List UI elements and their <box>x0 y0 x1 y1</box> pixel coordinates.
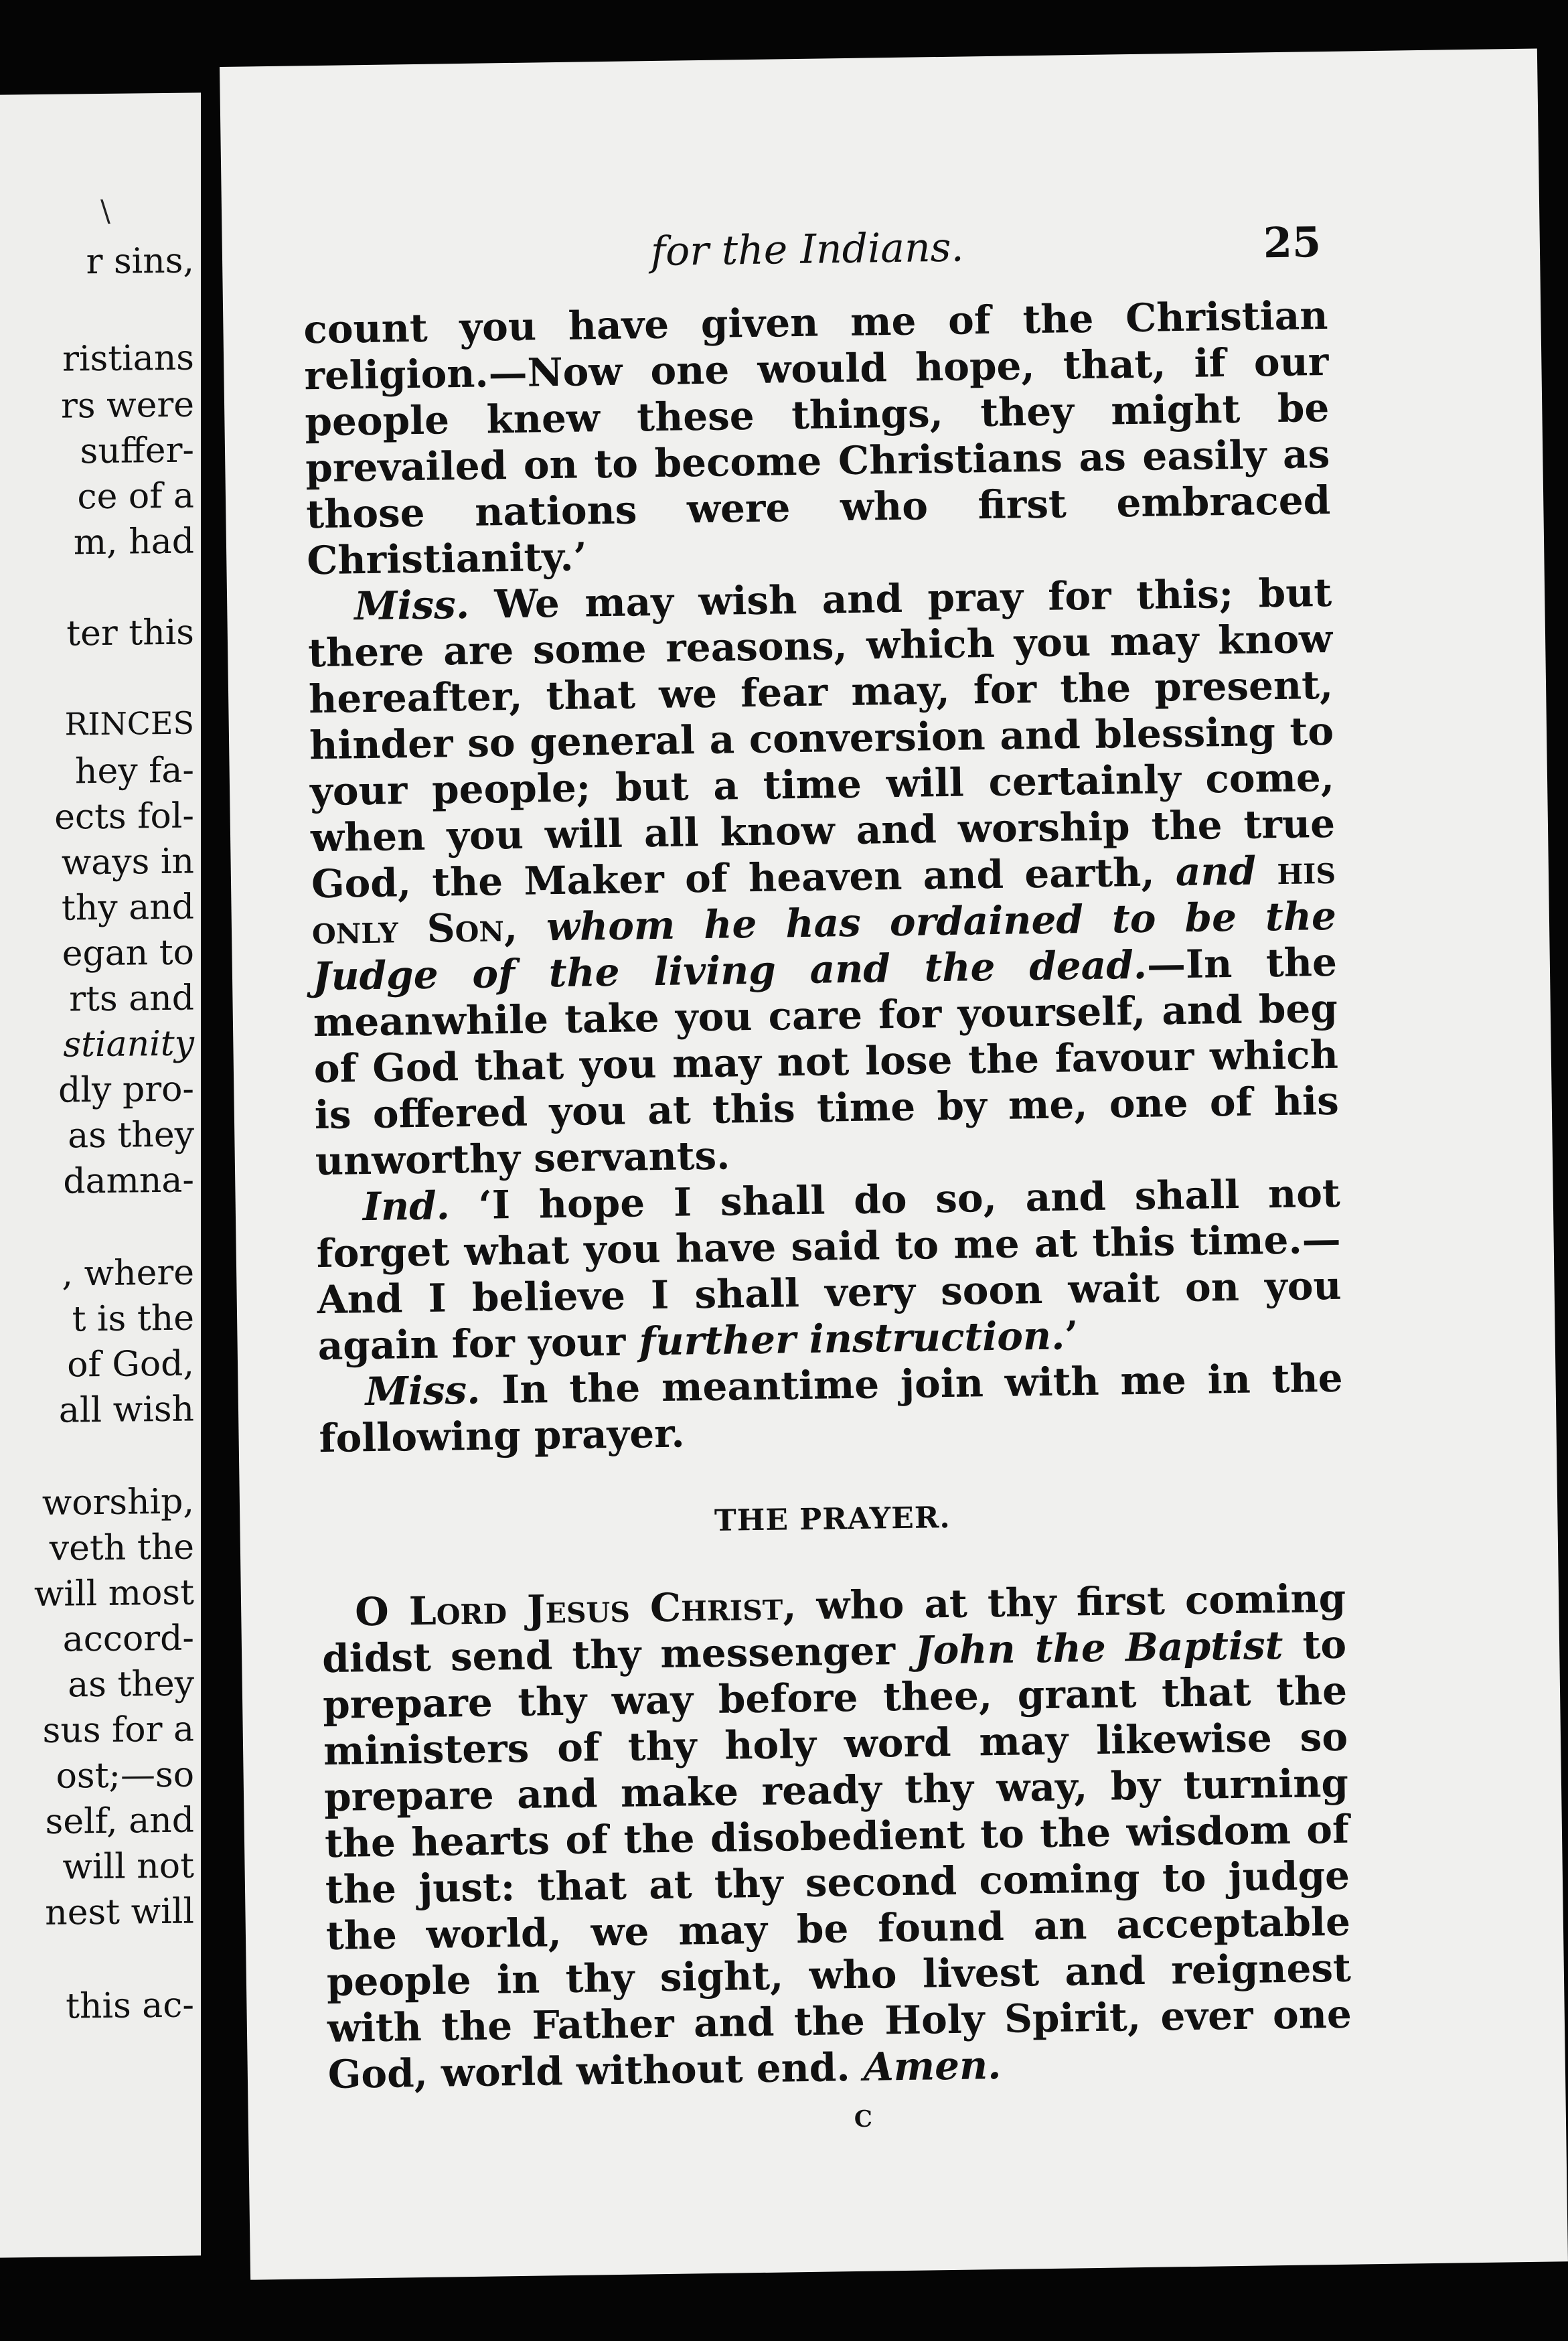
speaker-label: Miss. <box>365 1367 481 1415</box>
left-fragment-line: suffer- <box>80 430 194 472</box>
left-fragment-line: egan to <box>62 932 194 974</box>
left-fragment-line: will most <box>33 1572 194 1615</box>
prayer-opening: O Lord Jesus Christ, <box>354 1583 797 1635</box>
paragraph-3 <box>315 1170 1342 1369</box>
left-fragment-line: , where <box>62 1252 194 1294</box>
signature-mark: c <box>854 2097 873 2135</box>
left-fragment-line: m, had <box>73 521 194 563</box>
left-fragment-line: veth the <box>49 1527 194 1569</box>
left-page-fragment <box>0 92 201 2257</box>
speaker-label: Miss. <box>354 581 470 629</box>
speaker-label: Ind. <box>362 1183 451 1230</box>
left-fragment-line: worship, <box>42 1481 194 1523</box>
left-fragment-line: self, and <box>45 1800 194 1842</box>
left-fragment-line: stianity <box>63 1023 194 1065</box>
left-fragment-line: damna- <box>63 1160 194 1202</box>
left-fragment-line: rs were <box>61 384 194 427</box>
paragraph-4-text: In the meantime join with me in the following prayer. <box>319 1355 1343 1462</box>
left-fragment-line: thy and <box>61 887 194 929</box>
left-fragment-line: dly pro- <box>58 1069 194 1111</box>
left-fragment-line: ects fol- <box>54 796 194 838</box>
left-fragment-line: as they <box>68 1663 194 1706</box>
page-number: 25 <box>1263 218 1322 268</box>
paragraph-2-text-a: We may wish and pray for this; but there are some reasons, which you may know hereafter, that we fear may, for the present, hinder so general a conversion and blessing to your people; but a time will certainly come, when you will all know and worship the true God, the Maker of heaven and earth, <box>307 569 1336 907</box>
left-fragment-line: t is the <box>72 1298 194 1340</box>
left-fragment-line: accord- <box>62 1618 194 1660</box>
left-fragment-line: ce of a <box>77 475 194 518</box>
prayer-italic-a: John the Baptist <box>914 1622 1283 1673</box>
left-fragment-line: ter this <box>66 612 194 654</box>
paragraph-1 <box>303 293 1332 584</box>
body-text <box>303 293 1352 2098</box>
paragraph-2-italic-b: whom he has ordained to be the Judge of the living and the dead. <box>312 893 1337 1000</box>
left-fragment-line: rts and <box>69 978 194 1020</box>
right-page <box>220 49 1568 2280</box>
left-fragment-line: RINCES <box>64 704 194 743</box>
left-fragment-line: this ac- <box>66 1985 194 2027</box>
paragraph-3-close: ’ <box>1064 1312 1079 1359</box>
paragraph-1-text: count you have given me of the Christian religion.—Now one would hope, that, if our people knew these things, they might be prevailed on to become Christians as easily as those nations were who first embraced Christianity.’ <box>303 292 1331 584</box>
left-fragment-line: sus for a <box>42 1709 194 1751</box>
left-fragment-line: ost;—so <box>56 1754 194 1797</box>
prayer-paragraph <box>321 1576 1352 2098</box>
prayer-text-a: who at thy first coming didst send thy messenger <box>321 1575 1346 1682</box>
left-fragment-line: hey fa- <box>75 750 194 792</box>
left-fragment-line: nest will <box>45 1891 194 1933</box>
left-fragment-line: will not <box>62 1845 194 1888</box>
stray-mark-icon: \ <box>100 194 110 228</box>
left-fragment-line: all wish <box>58 1389 194 1431</box>
left-fragment-line: r sins, <box>86 240 194 283</box>
paragraph-3-text: ‘I hope I shall do so, and shall not forget what you have said to me at this time.—And I believe I shall very soon wait on you again for your <box>316 1170 1342 1369</box>
paragraph-2-italic-a: and <box>1175 848 1257 895</box>
running-head: for the Indians. <box>650 224 965 276</box>
left-fragment-line: as they <box>68 1114 194 1156</box>
paragraph-2-text-b: —In the meanwhile take you care for yourself, and beg of God that you may not lose the favour which is offered you at this time by me, one of his unworthy servants. <box>313 939 1340 1185</box>
section-heading: THE PRAYER. <box>714 1500 951 1538</box>
left-fragment-line: ristians <box>62 337 194 380</box>
paragraph-2 <box>307 570 1340 1185</box>
prayer-text-b: to prepare thy way before thee, grant that the ministers of thy holy word may likewise so prepare and make ready thy way, by turning the hearts of the disobedient to the wisdom of the just: that at thy second coming to judge the world, we may be found an acceptable people in thy sight, who livest and reignest with the Father and the Holy Spirit, ever one God, world without end. <box>322 1621 1352 2098</box>
paragraph-3-italic: further instruction. <box>638 1312 1065 1365</box>
left-fragment-line: of God, <box>67 1343 194 1385</box>
paragraph-4 <box>318 1355 1344 1462</box>
paragraph-2-smallcaps: his only Son, <box>311 846 1336 954</box>
left-fragment-line: ways in <box>61 841 194 883</box>
prayer-italic-b: Amen. <box>863 2042 1002 2090</box>
